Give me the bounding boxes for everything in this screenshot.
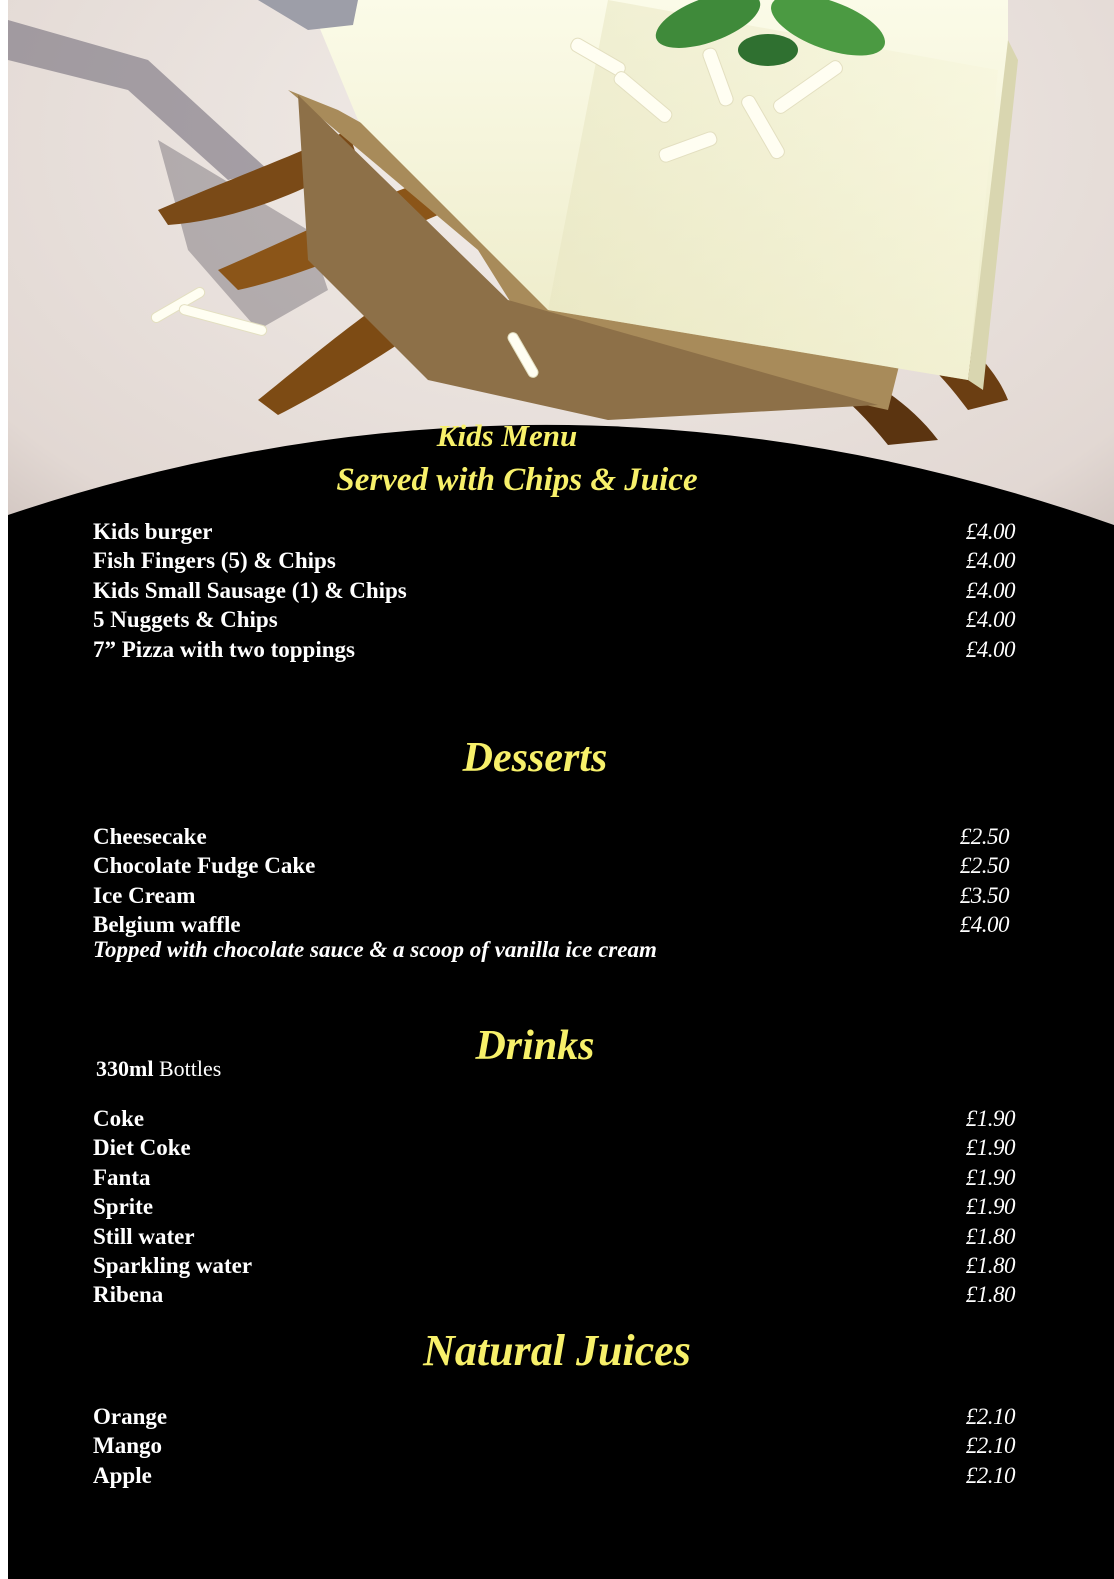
natural-juices-heading: Natural Juices bbox=[423, 1326, 691, 1375]
list-item bbox=[93, 1431, 1023, 1460]
desserts-list bbox=[93, 822, 1023, 940]
list-item bbox=[93, 546, 1023, 575]
list-item bbox=[93, 1402, 1023, 1431]
list-item bbox=[93, 1280, 1023, 1309]
item-name: Sprite bbox=[93, 1194, 154, 1220]
item-name: Still water bbox=[93, 1223, 195, 1249]
list-item bbox=[93, 881, 1023, 910]
list-item bbox=[93, 851, 1023, 880]
kids-menu-list bbox=[93, 517, 1023, 664]
bottle-size-label bbox=[96, 1056, 221, 1082]
item-name: Kids Small Sausage (1) & Chips bbox=[93, 577, 407, 603]
item-name: Fish Fingers (5) & Chips bbox=[93, 548, 336, 574]
item-name: Ribena bbox=[93, 1282, 164, 1308]
bottle-size: 330ml bbox=[96, 1056, 154, 1081]
item-price: £2.50 bbox=[959, 824, 1009, 849]
item-price: £4.00 bbox=[965, 607, 1015, 633]
item-name: Coke bbox=[93, 1106, 145, 1131]
list-item bbox=[93, 1104, 1023, 1133]
item-price: £1.80 bbox=[965, 1252, 1015, 1278]
kids-menu-subtitle: Served with Chips & Juice bbox=[336, 462, 698, 498]
list-item bbox=[93, 1461, 1023, 1490]
item-price: £1.90 bbox=[965, 1164, 1015, 1190]
item-name: Ice Cream bbox=[93, 882, 196, 908]
list-item bbox=[93, 1222, 1023, 1251]
desserts-heading: Desserts bbox=[462, 735, 608, 781]
item-name: Mango bbox=[93, 1433, 162, 1459]
item-price: £4.00 bbox=[965, 548, 1015, 574]
item-price: £2.10 bbox=[965, 1433, 1015, 1459]
list-item bbox=[93, 822, 1023, 851]
item-price: £2.10 bbox=[965, 1462, 1015, 1488]
bottle-size-unit: Bottles bbox=[158, 1056, 222, 1081]
item-name: 5 Nuggets & Chips bbox=[93, 607, 278, 633]
item-name: Orange bbox=[93, 1404, 168, 1429]
item-price: £2.10 bbox=[965, 1404, 1015, 1429]
item-price: £3.50 bbox=[959, 882, 1009, 908]
item-name: Kids burger bbox=[93, 519, 213, 544]
natural-juices-list bbox=[93, 1402, 1023, 1490]
item-price: £1.90 bbox=[965, 1135, 1015, 1161]
list-item bbox=[93, 605, 1023, 634]
list-item bbox=[93, 576, 1023, 605]
item-name: Diet Coke bbox=[93, 1135, 191, 1161]
item-price: £2.50 bbox=[959, 853, 1009, 879]
item-price: £4.00 bbox=[965, 577, 1015, 603]
item-name: Cheesecake bbox=[93, 824, 207, 849]
item-price: £4.00 bbox=[959, 912, 1009, 938]
item-name: Chocolate Fudge Cake bbox=[93, 853, 316, 879]
item-name: 7” Pizza with two toppings bbox=[93, 636, 355, 662]
list-item bbox=[93, 910, 1023, 939]
item-price: £4.00 bbox=[965, 636, 1015, 662]
black-arc-shape bbox=[0, 0, 1114, 540]
item-name: Belgium waffle bbox=[93, 912, 241, 938]
item-price: £1.90 bbox=[965, 1106, 1015, 1131]
list-item bbox=[93, 1192, 1023, 1221]
list-item bbox=[93, 1163, 1023, 1192]
list-item bbox=[93, 1133, 1023, 1162]
waffle-description: Topped with chocolate sauce & a scoop of vanilla ice cream bbox=[93, 937, 657, 962]
item-name: Apple bbox=[93, 1462, 152, 1488]
drinks-heading: Drinks bbox=[475, 1023, 595, 1069]
item-name: Sparkling water bbox=[93, 1252, 253, 1278]
item-price: £1.80 bbox=[965, 1282, 1015, 1308]
item-name: Fanta bbox=[93, 1164, 151, 1190]
list-item bbox=[93, 1251, 1023, 1280]
kids-menu-title: Kids Menu bbox=[436, 418, 578, 453]
item-price: £1.90 bbox=[965, 1194, 1015, 1220]
list-item bbox=[93, 635, 1023, 664]
list-item bbox=[93, 517, 1023, 546]
drinks-list bbox=[93, 1104, 1023, 1310]
item-price: £1.80 bbox=[965, 1223, 1015, 1249]
item-price: £4.00 bbox=[965, 519, 1015, 544]
